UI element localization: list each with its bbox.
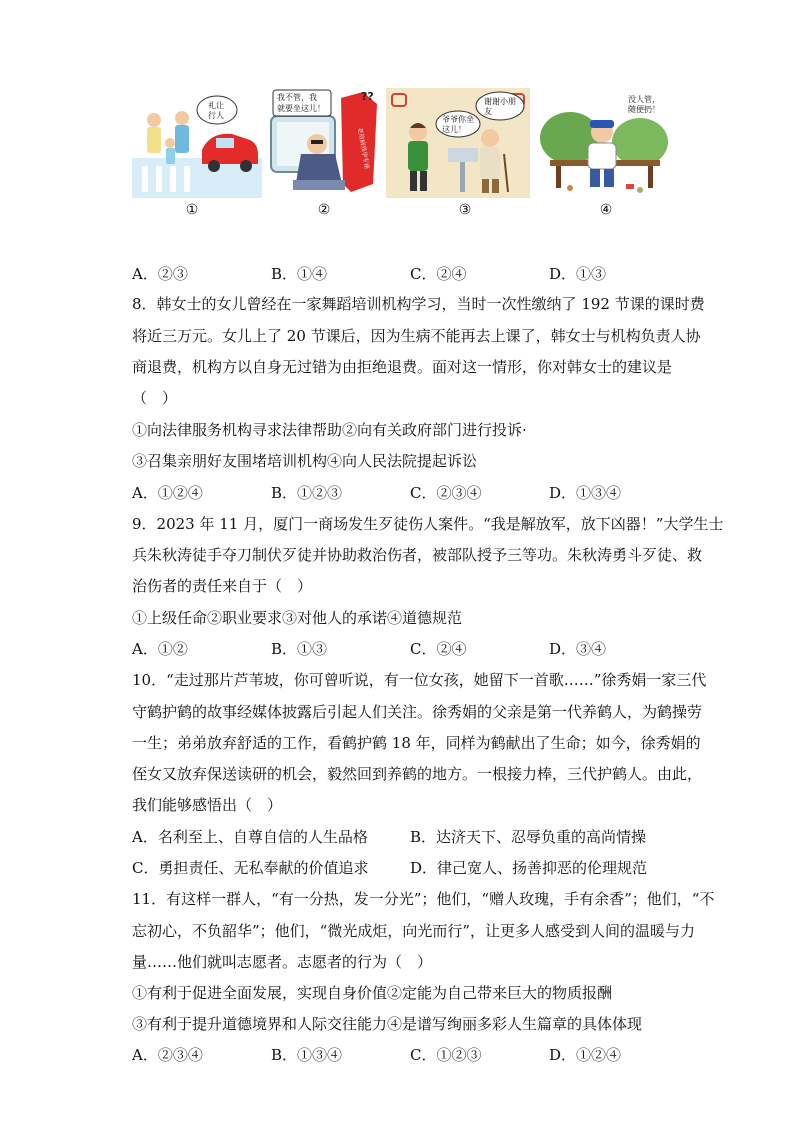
bubble-text-2b: 就要坐这儿！ — [277, 104, 325, 113]
illustration-occupy-priority-seat — [265, 88, 395, 198]
q11-option-c: C．①②③ — [410, 1046, 482, 1064]
illustration-yield-pedestrians — [132, 88, 262, 198]
priority-seat-sign: 老幼病残孕专座 — [356, 127, 371, 170]
q11-statement-34: ③有利于提升道德境界和人际交往能力④是谱写绚丽多彩人生篇章的具体体现 — [132, 1015, 643, 1033]
q8-statement-34: ③召集亲朋好友围堵培训机构④向人民法院提起诉讼 — [132, 452, 478, 470]
illustration-littering — [540, 88, 670, 198]
q11-statement-12: ①有利于促进全面发展，实现自身价值②定能为自己带来巨大的物质报酬 — [132, 984, 613, 1002]
bubble-text-1b: 行人 — [208, 111, 224, 120]
q10-line-2: 守鹤护鹤的故事经媒体披露后引起人们关注。徐秀娟的父亲是第一代养鹤人，为鹤操劳 — [132, 703, 703, 721]
q8-option-c: C．②③④ — [410, 484, 482, 502]
illustration-offer-seat — [386, 88, 516, 198]
q9-line-2: 兵朱秋涛徒手夺刀制伏歹徒并协助救治伤者，被部队授予三等功。朱秋涛勇斗歹徒、救 — [132, 546, 703, 564]
q10-option-c: C．勇担责任、无私奉献的价值追求 — [132, 859, 369, 877]
q8-line-3: 商退费，机构方以自身无过错为由拒绝退费。面对这一情形，你对韩女士的建议是 — [132, 358, 673, 376]
q8-option-b: B．①②③ — [271, 484, 343, 502]
illustration-label-3: ③ — [458, 202, 472, 218]
q11-line-2: 忘初心，不负韶华”；他们，“微光成炬，向光而行”，让更多人感受到人间的温暖与力 — [132, 922, 696, 940]
q8-option-a: A．①②④ — [132, 484, 203, 502]
q7-option-a: A．②③ — [132, 265, 188, 283]
bubble-text-4b: 随便扔！ — [628, 105, 660, 114]
illustration-label-4: ④ — [599, 202, 613, 218]
q11-option-d: D．①②④ — [549, 1046, 622, 1064]
q10-line-1: 10．“走过那片芦苇坡，你可曾听说，有一位女孩，她留下一首歌……”徐秀娟一家三代 — [132, 671, 707, 689]
q8-line-4: （ ） — [132, 389, 178, 407]
q10-line-4: 侄女又放弃保送读研的机会，毅然回到养鹤的地方。一根接力棒，三代护鹤人。由此， — [132, 765, 703, 783]
q8-option-d: D．①③④ — [549, 484, 622, 502]
bubble-text-3a: 谢谢小朋 — [484, 97, 516, 106]
bubble-text-2a: 我不管，我 — [277, 93, 317, 102]
q9-line-3: 治伤者的责任来自于（ ） — [132, 577, 313, 595]
q8-line-1: 8．韩女士的女儿曾经在一家舞蹈培训机构学习，当时一次性缴纳了 192 节课的课时费 — [132, 295, 705, 313]
q10-option-a: A．名利至上、自尊自信的人生品格 — [132, 828, 368, 846]
q7-option-d: D．①③ — [549, 265, 607, 283]
bubble-text-1a: 礼让 — [208, 101, 224, 110]
q8-line-2: 将近三万元。女儿上了 20 节课后，因为生病不能再去上课了，韩女士与机构负责人协 — [132, 327, 701, 345]
illustration-label-2: ② — [317, 202, 331, 218]
q9-option-c: C．②④ — [410, 640, 467, 658]
q10-option-b: B．达济天下、忍辱负重的高尚情操 — [410, 828, 647, 846]
q10-line-5: 我们能够感悟出（ ） — [132, 796, 283, 814]
q10-option-d: D．律己宽人、扬善抑恶的伦理规范 — [410, 859, 648, 877]
q11-option-b: B．①③④ — [271, 1046, 343, 1064]
illustration-label-1: ① — [185, 202, 199, 218]
q9-option-a: A．①② — [132, 640, 188, 658]
bubble-text-3d: 这儿！ — [442, 125, 466, 134]
svg-text:??: ?? — [361, 90, 374, 103]
q11-line-1: 11．有这样一群人，“有一分热，发一分光”；他们，“赠人玫瑰，手有余香”；他们，“不 — [132, 890, 715, 908]
bubble-text-3b: 友 — [484, 107, 492, 116]
q9-option-b: B．①③ — [271, 640, 328, 658]
q9-line-1: 9．2023 年 11 月，厦门一商场发生歹徒伤人案件。“我是解放军，放下凶器！”大学生士 — [132, 515, 724, 533]
q9-statements: ①上级任命②职业要求③对他人的承诺④道德规范 — [132, 609, 463, 627]
q11-line-3: 量……他们就叫志愿者。志愿者的行为（ ） — [132, 953, 433, 971]
q7-option-c: C．②④ — [410, 265, 467, 283]
q10-line-3: 一生；弟弟放弃舒适的工作，看鹤护鹤 18 年，同样为鹤献出了生命；如今，徐秀娟的 — [132, 734, 701, 752]
q9-option-d: D．③④ — [549, 640, 607, 658]
q11-option-a: A．②③④ — [132, 1046, 203, 1064]
bubble-text-3c: 爷爷你坐 — [442, 115, 474, 124]
bubble-text-4a: 没人管， — [628, 95, 660, 104]
q8-statement-12: ①向法律服务机构寻求法律帮助②向有关政府部门进行投诉· — [132, 421, 527, 439]
q7-option-b: B．①④ — [271, 265, 328, 283]
